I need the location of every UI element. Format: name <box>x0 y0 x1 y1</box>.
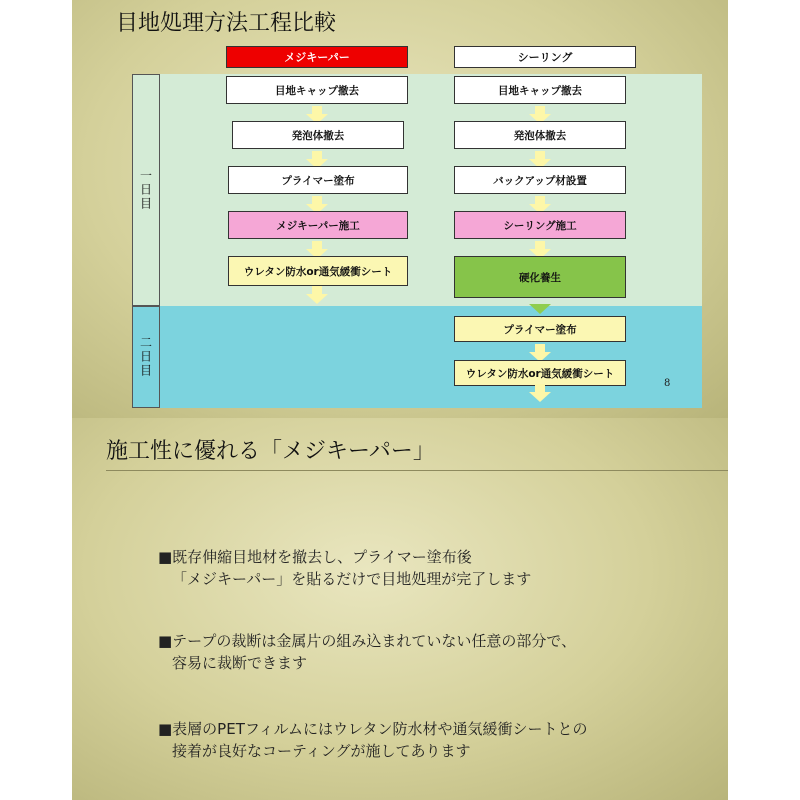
right-step-primer: プライマー塗布 <box>454 316 626 342</box>
bullet-item <box>158 630 576 674</box>
right-step-foam-removal: 発泡体撤去 <box>454 121 626 149</box>
day1-label <box>132 74 160 306</box>
right-step-backup-material: バックアップ材設置 <box>454 166 626 194</box>
features-slide <box>72 418 728 800</box>
right-step-sealing-install: シーリング施工 <box>454 211 626 239</box>
day1-label-text: 一日目 <box>138 169 153 211</box>
bullet-item <box>158 546 531 590</box>
day2-label <box>132 306 160 408</box>
left-step-mejikeeper-install: メジキーパー施工 <box>228 211 408 239</box>
bullet-line: ■既存伸縮目地材を撤去し、プライマー塗布後 <box>158 548 472 566</box>
page-number: 8 <box>664 378 671 389</box>
right-step-urethane-sheet: ウレタン防水or通気緩衝シート <box>454 360 626 386</box>
mejikeeper-header: メジキーパー <box>226 46 408 68</box>
left-step-primer: プライマー塗布 <box>228 166 408 194</box>
title-divider <box>106 470 728 471</box>
flow-arrow-icon <box>529 392 551 402</box>
bullet-item <box>158 718 587 762</box>
sealing-header: シーリング <box>454 46 636 68</box>
left-step-foam-removal: 発泡体撤去 <box>232 121 404 149</box>
right-step-curing: 硬化養生 <box>454 256 626 298</box>
comparison-slide <box>72 0 728 418</box>
bullet-line: ■テープの裁断は金属片の組み込まれていない任意の部分で、 <box>158 632 577 650</box>
day2-label-text: 二日目 <box>138 336 153 378</box>
bullet-line: ■表層のPETフィルムにはウレタン防水材や通気緩衝シートとの <box>158 720 588 738</box>
slide-title: 施工性に優れる「メジキーパー」 <box>106 439 435 464</box>
bullet-line: 容易に裁断できます <box>172 654 308 672</box>
left-step-urethane-sheet: ウレタン防水or通気緩衝シート <box>228 256 408 286</box>
slide-title: 目地処理方法工程比較 <box>116 11 337 36</box>
flow-arrow-icon <box>306 294 328 304</box>
flow-arrow-icon <box>529 304 551 314</box>
bullet-line: 「メジキーパー」を貼るだけで目地処理が完了します <box>172 570 532 588</box>
left-step-cap-removal: 目地キャップ撤去 <box>226 76 408 104</box>
right-step-cap-removal: 目地キャップ撤去 <box>454 76 626 104</box>
bullet-line: 接着が良好なコーティングが施してあります <box>172 742 471 760</box>
